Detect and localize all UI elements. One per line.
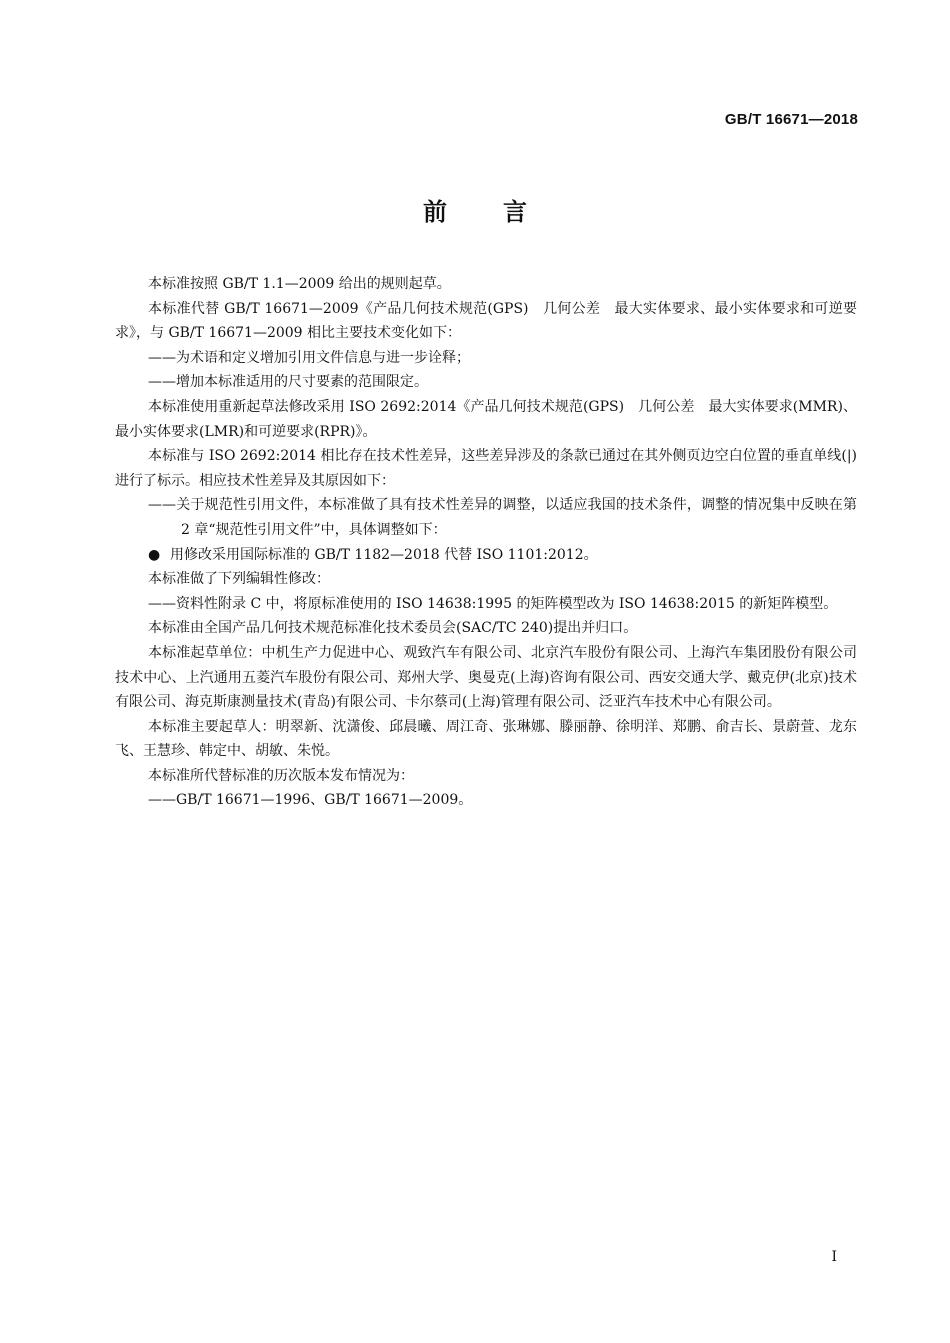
- bullet-icon: ●: [148, 546, 161, 563]
- bullet-item-text: 用修改采用国际标准的 GB/T 1182—2018 代替 ISO 1101:2012。: [170, 546, 598, 563]
- list-item-change-1: ——为术语和定义增加引用文件信息与进一步诠释；: [148, 349, 470, 366]
- paragraph-history: 本标准所代替标准的历次版本发布情况为：: [148, 767, 414, 784]
- paragraph-drafters: 本标准主要起草人：明翠新、沈潇俊、邱晨曦、周江奇、张琳娜、滕丽静、徐明洋、郑鹏、俞吉长、景蔚萱、龙东飞、王慧珍、韩定中、胡敏、朱悦。: [115, 718, 857, 760]
- list-item-editorial-change: ——资料性附录 C 中，将原标准使用的 ISO 14638:1995 的矩阵模型改为 ISO 14638:2015 的新矩阵模型。: [148, 595, 838, 612]
- paragraph-drafting-units: 本标准起草单位：中机生产力促进中心、观致汽车有限公司、北京汽车股份有限公司、上海汽车集团股份有限公司技术中心、上汽通用五菱汽车股份有限公司、郑州大学、奥曼克(上海)咨询有限公司、西安交通大学、戴克伊(北京)技术有限公司、海克斯康测量技术(青岛)有限公司、卡尔蔡司(上海)管理有限公司、泛亚汽车技术中心有限公司。: [115, 644, 857, 711]
- paragraph-replaces: 本标准代替 GB/T 16671—2009《产品几何技术规范(GPS) 几何公差 最大实体要求、最小实体要求和可逆要求》，与 GB/T 16671—2009 相比主要技术变化如下：: [115, 300, 857, 342]
- page-title: 前言: [423, 198, 583, 226]
- paragraph-technical-differences: 本标准与 ISO 2692:2014 相比存在技术性差异，这些差异涉及的条款已通过在其外侧页边空白位置的垂直单线(|)进行了标示。相应技术性差异及其原因如下：: [115, 448, 857, 489]
- list-item-change-2: ——增加本标准适用的尺寸要素的范围限定。: [148, 374, 428, 391]
- foreword-body: [115, 272, 857, 813]
- paragraph-drafting-rules: 本标准按照 GB/T 1.1—2009 给出的规则起草。: [148, 276, 451, 292]
- paragraph-adoption: 本标准使用重新起草法修改采用 ISO 2692:2014《产品几何技术规范(GPS) 几何公差 最大实体要求(MMR)、最小实体要求(LMR)和可逆要求(RPR)》。: [115, 398, 857, 440]
- list-item-previous-versions: ——GB/T 16671—1996、GB/T 16671—2009。: [148, 792, 473, 809]
- bullet-item-replacement: [115, 543, 857, 568]
- list-item-normative-references: ——关于规范性引用文件，本标准做了具有技术性差异的调整，以适应我国的技术条件，调整的情况集中反映在第 2 章“规范性引用文件”中，具体调整如下：: [148, 497, 857, 538]
- page-number: I: [831, 1249, 837, 1265]
- paragraph-proposed-by: 本标准由全国产品几何技术规范标准化技术委员会(SAC/TC 240)提出并归口。: [148, 620, 638, 637]
- paragraph-editorial-changes: 本标准做了下列编辑性修改：: [148, 571, 330, 588]
- standard-code-header: GB/T 16671—2018: [724, 111, 858, 128]
